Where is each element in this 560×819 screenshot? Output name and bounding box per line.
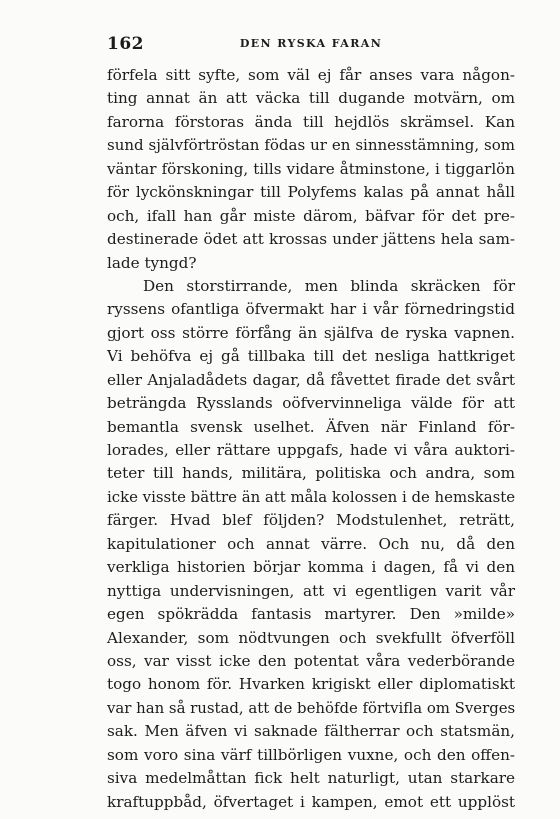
text-line: nyttiga undervisningen, att vi egentligen varit vår	[107, 581, 515, 600]
text-line: gjort oss större förfång än själfva de ryska vapnen.	[107, 323, 515, 342]
text-line: Den storstirrande, men blinda skräcken för	[143, 276, 515, 295]
text-line: icke visste bättre än att måla kolossen i de hemskaste	[107, 487, 516, 506]
text-line: Vi behöfva ej gå tillbaka till det nesliga hattkriget	[107, 347, 515, 366]
text-line: kapitulationer och annat värre. Och nu, då den	[107, 534, 515, 553]
page-number: 162	[107, 34, 144, 54]
body-text	[107, 64, 515, 814]
text-line: bemantla svensk uselhet. Äfven när Finland för-	[107, 417, 515, 436]
text-line: teter till hands, militära, politiska och andra, som	[107, 464, 515, 483]
text-line: väntar förskoning, tills vidare åtminstone, i tiggarlön	[107, 159, 515, 178]
text-line: egen spökrädda fantasis martyrer. Den »milde»	[107, 605, 515, 624]
text-line: lade tyngd?	[107, 253, 197, 272]
text-line: siva medelmåttan fick helt naturligt, utan starkare	[107, 769, 515, 788]
text-line: beträngda Rysslands oöfvervinneliga välde för att	[107, 394, 515, 413]
text-line: som voro sina värf tillbörligen vuxne, och den offen-	[107, 745, 515, 764]
text-line: kraftuppbåd, öfvertaget i kampen, emot ett upplöst	[107, 792, 515, 811]
text-line: lorades, eller rättare uppgafs, hade vi våra auktori-	[107, 441, 515, 459]
text-line: oss, var visst icke den potentat våra vederbörande	[107, 651, 515, 670]
text-line: farorna förstoras ända till hejdlös skrämsel. Kan	[107, 112, 515, 131]
text-line: och, ifall han går miste därom, bäfvar för det pre-	[107, 206, 515, 225]
text-line: var han så rustad, att de behöfde förtvifla om Sverges	[107, 698, 516, 717]
text-line: färger. Hvad blef följden? Modstulenhet, reträtt,	[107, 511, 515, 530]
text-line: togo honom för. Hvarken krigiskt eller diplomatiskt	[107, 675, 515, 694]
text-line: eller Anjaladådets dagar, då fåvettet firade det svårt	[107, 370, 515, 389]
text-line: förfela sitt syfte, som väl ej får anses vara någon-	[107, 66, 515, 84]
text-line: verkliga historien börjar komma i dagen, få vi den	[107, 558, 515, 577]
text-line: för lyckönskningar till Polyfems kalas på annat håll	[107, 183, 515, 202]
page-header	[107, 34, 515, 54]
text-line: ryssens ofantliga öfvermakt har i vår förnedringstid	[107, 300, 515, 319]
text-line: destinerade ödet att krossas under jättens hela sam-	[107, 230, 515, 249]
text-line: Alexander, som nödtvungen och svekfullt öfverföll	[107, 628, 515, 647]
running-title: DEN RYSKA FARAN	[239, 37, 383, 50]
text-line: sak. Men äfven vi saknade fältherrar och statsmän,	[107, 722, 515, 741]
text-line: sund självförtröstan födas ur en sinnesstämning, som	[107, 136, 515, 155]
text-line: ting annat än att väcka till dugande motvärn, om	[107, 89, 515, 108]
